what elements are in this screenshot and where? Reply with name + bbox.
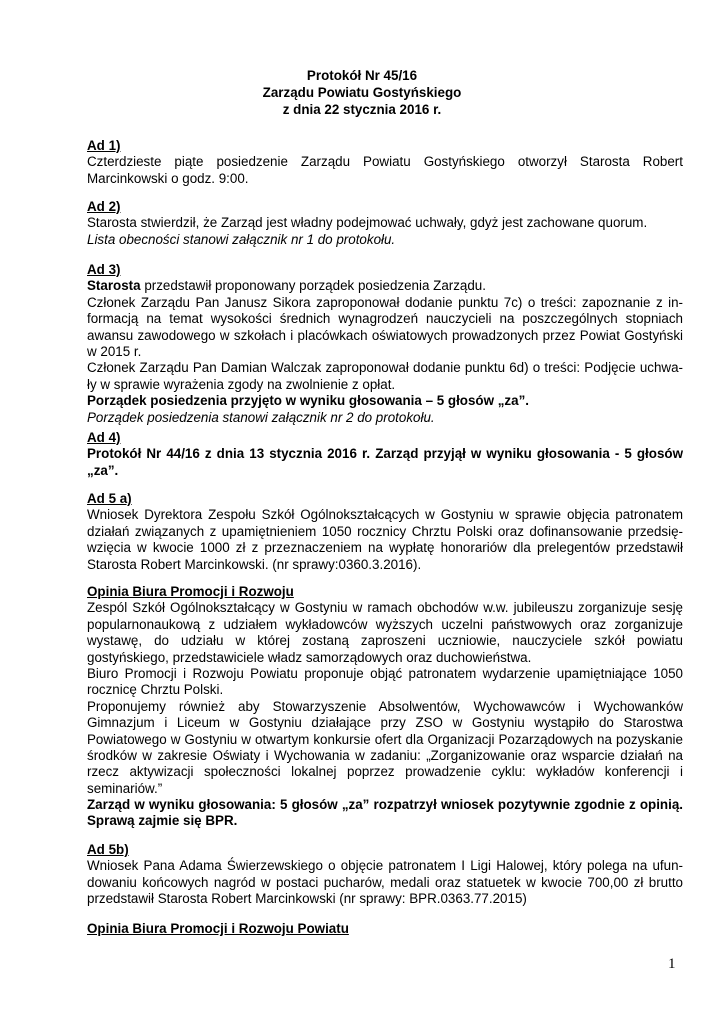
ad3-text-line: ły w sprawie wyrażenia zgody na zwolnienie z opłat. [87,376,396,392]
section-opinion-bpr-2 [87,921,683,937]
ad3-starosta-label: Starosta [87,278,141,294]
decision-text-line: Sprawą zajmie się BPR. [87,813,238,829]
ad2-attachment-note: Lista obecności stanowi załącznik nr 1 do protokołu. [87,231,396,247]
section-ad1 [87,138,683,187]
section-ad5b [87,842,683,908]
section-ad4 [87,430,683,479]
opinion-text-line: Proponujemy również aby Stowarzyszenie Absolwentów, Wychowawców i Wychowanków [87,698,683,714]
ad5b-text-line: dowaniu końcowych nagród w postaci pucharów, medali oraz statuetek w kwocie 700,00 zł brutto [87,874,683,890]
section-ad3 [87,262,683,426]
opinion-text-line: Biuro Promocji i Rozwoju Powiatu proponuje objąć patronatem wydarzenie upamiętniające 1050 [87,666,683,682]
opinion-text-line: popularnonaukową z udziałem wykładowców wyższych uczelni państwowych oraz zorganizuje [87,616,683,632]
ad3-text-line [87,278,683,294]
page-number: 1 [668,956,676,972]
protocol-date: z dnia 22 stycznia 2016 r. [282,102,442,117]
ad3-attachment-note: Porządek posiedzenia stanowi załącznik nr 2 do protokołu. [87,409,435,425]
opinion-text-line: rocznicę Chrztu Polski. [87,682,224,698]
section-decision [87,797,683,830]
ad1-text-line: Czterdzieste piąte posiedzenie Zarządu Powiatu Gostyńskiego otworzył Starosta Robert [87,154,683,170]
opinion-heading: Opinia Biura Promocji i Rozwoju [87,584,294,599]
ad5b-text-line: Wniosek Pana Adama Świerzewskiego o objęcie patronatem I Ligi Halowej, który polega na ufun- [87,858,683,874]
section-ad2 [87,199,683,248]
ad1-heading: Ad 1) [87,138,121,153]
ad3-text-line: w 2015 r. [87,344,142,360]
opinion-text-line: rzecz aktywizacji społeczności lokalnej poprzez prowadzenie cyklu: wykładów konferencji i [87,764,683,780]
ad3-text-rest: przedstawił proponowany porządek posiedzenia Zarządu. [140,278,486,294]
ad5b-heading: Ad 5b) [87,842,129,857]
ad3-text-line: formacją na temat wysokości średnich wynagrodzeń nauczycieli na poszczególnych stopniach [87,311,683,327]
opinion-heading: Opinia Biura Promocji i Rozwoju Powiatu [87,921,349,936]
opinion-text-line: wystawę, do udziału w której zostaną zaproszeni uczniowie, nauczyciele szkół powiatu [87,633,683,649]
opinion-text-line: seminariów.” [87,780,163,796]
ad1-text-line: Marcinkowski o godz. 9:00. [87,170,249,186]
ad3-heading: Ad 3) [87,262,121,277]
protocol-title: Protokół Nr 45/16 [306,68,418,83]
ad3-vote-result: Porządek posiedzenia przyjęto w wyniku głosowania – 5 głosów „za”. [87,393,529,409]
ad5a-text-line: Starosta Robert Marcinkowski. (nr sprawy:0360.3.2016). [87,556,422,572]
opinion-text-line: Gimnazjum i Liceum w Gostyniu działające przy ZSO w Gostyniu wystąpiło do Starostwa [87,715,683,731]
opinion-text-line: Powiatowego w Gostyniu w otwartym konkursie ofert dla Organizacji Pozarządowych na pozyskanie [87,731,683,747]
ad5b-text-line: przedstawił Starosta Robert Marcinkowski (nr sprawy: BPR.0363.77.2015) [87,891,527,907]
opinion-text-line: środków w zakresie Oświaty i Wychowania w zadaniu: „Zorganizowanie oraz wsparcie działań na [87,748,683,764]
ad5a-text-line: Wniosek Dyrektora Zespołu Szkół Ogólnokształcących w Gostyniu w sprawie objęcia patronatem [87,507,683,523]
opinion-text-line: Zespól Szkół Ogólnokształcący w Gostyniu w ramach obchodów w.w. jubileuszu zorganizuje sesję [87,600,683,616]
ad3-text-line: Członek Zarządu Pan Janusz Sikora zaproponował dodanie punktu 7c) o treści: zapoznanie z in- [87,294,683,310]
section-ad5a [87,491,683,573]
decision-text-line: Zarząd w wyniku głosowania: 5 głosów „za” rozpatrzył wniosek pozytywnie zgodnie z opinią. [87,797,683,812]
ad4-text-line: „za”. [87,462,119,478]
ad4-heading: Ad 4) [87,430,121,445]
opinion-text-line: gostyńskiego, przedstawiciele władz samorządowych oraz duchowieństwa. [87,649,532,665]
ad2-heading: Ad 2) [87,199,121,214]
ad3-text-line: awansu zawodowego w szkołach i placówkach oświatowych prowadzonych przez Powiat Gostyński [87,327,683,343]
section-opinion-bpr [87,584,683,797]
ad3-text-line: Członek Zarządu Pan Damian Walczak zaproponował dodanie punktu 6d) o treści: Podjęcie uchwa- [87,360,683,376]
ad5a-text-line: działań związanych z upamiętnieniem 1050 rocznicy Chrztu Polski oraz dofinansowanie przedsię- [87,523,683,539]
protocol-subtitle: Zarządu Powiatu Gostyńskiego [262,85,462,100]
ad4-text-line: Protokół Nr 44/16 z dnia 13 stycznia 2016 r. Zarząd przyjął w wyniku głosowania - 5 głosów [87,446,683,462]
ad5a-heading: Ad 5 a) [87,491,132,506]
ad2-text-line: Starosta stwierdził, że Zarząd jest władny podejmować uchwały, gdyż jest zachowane quorum. [87,215,648,231]
ad5a-text-line: wzięcia w kwocie 1000 zł z przeznaczeniem na wypłatę honorariów dla prelegentów przedstawił [87,540,683,556]
